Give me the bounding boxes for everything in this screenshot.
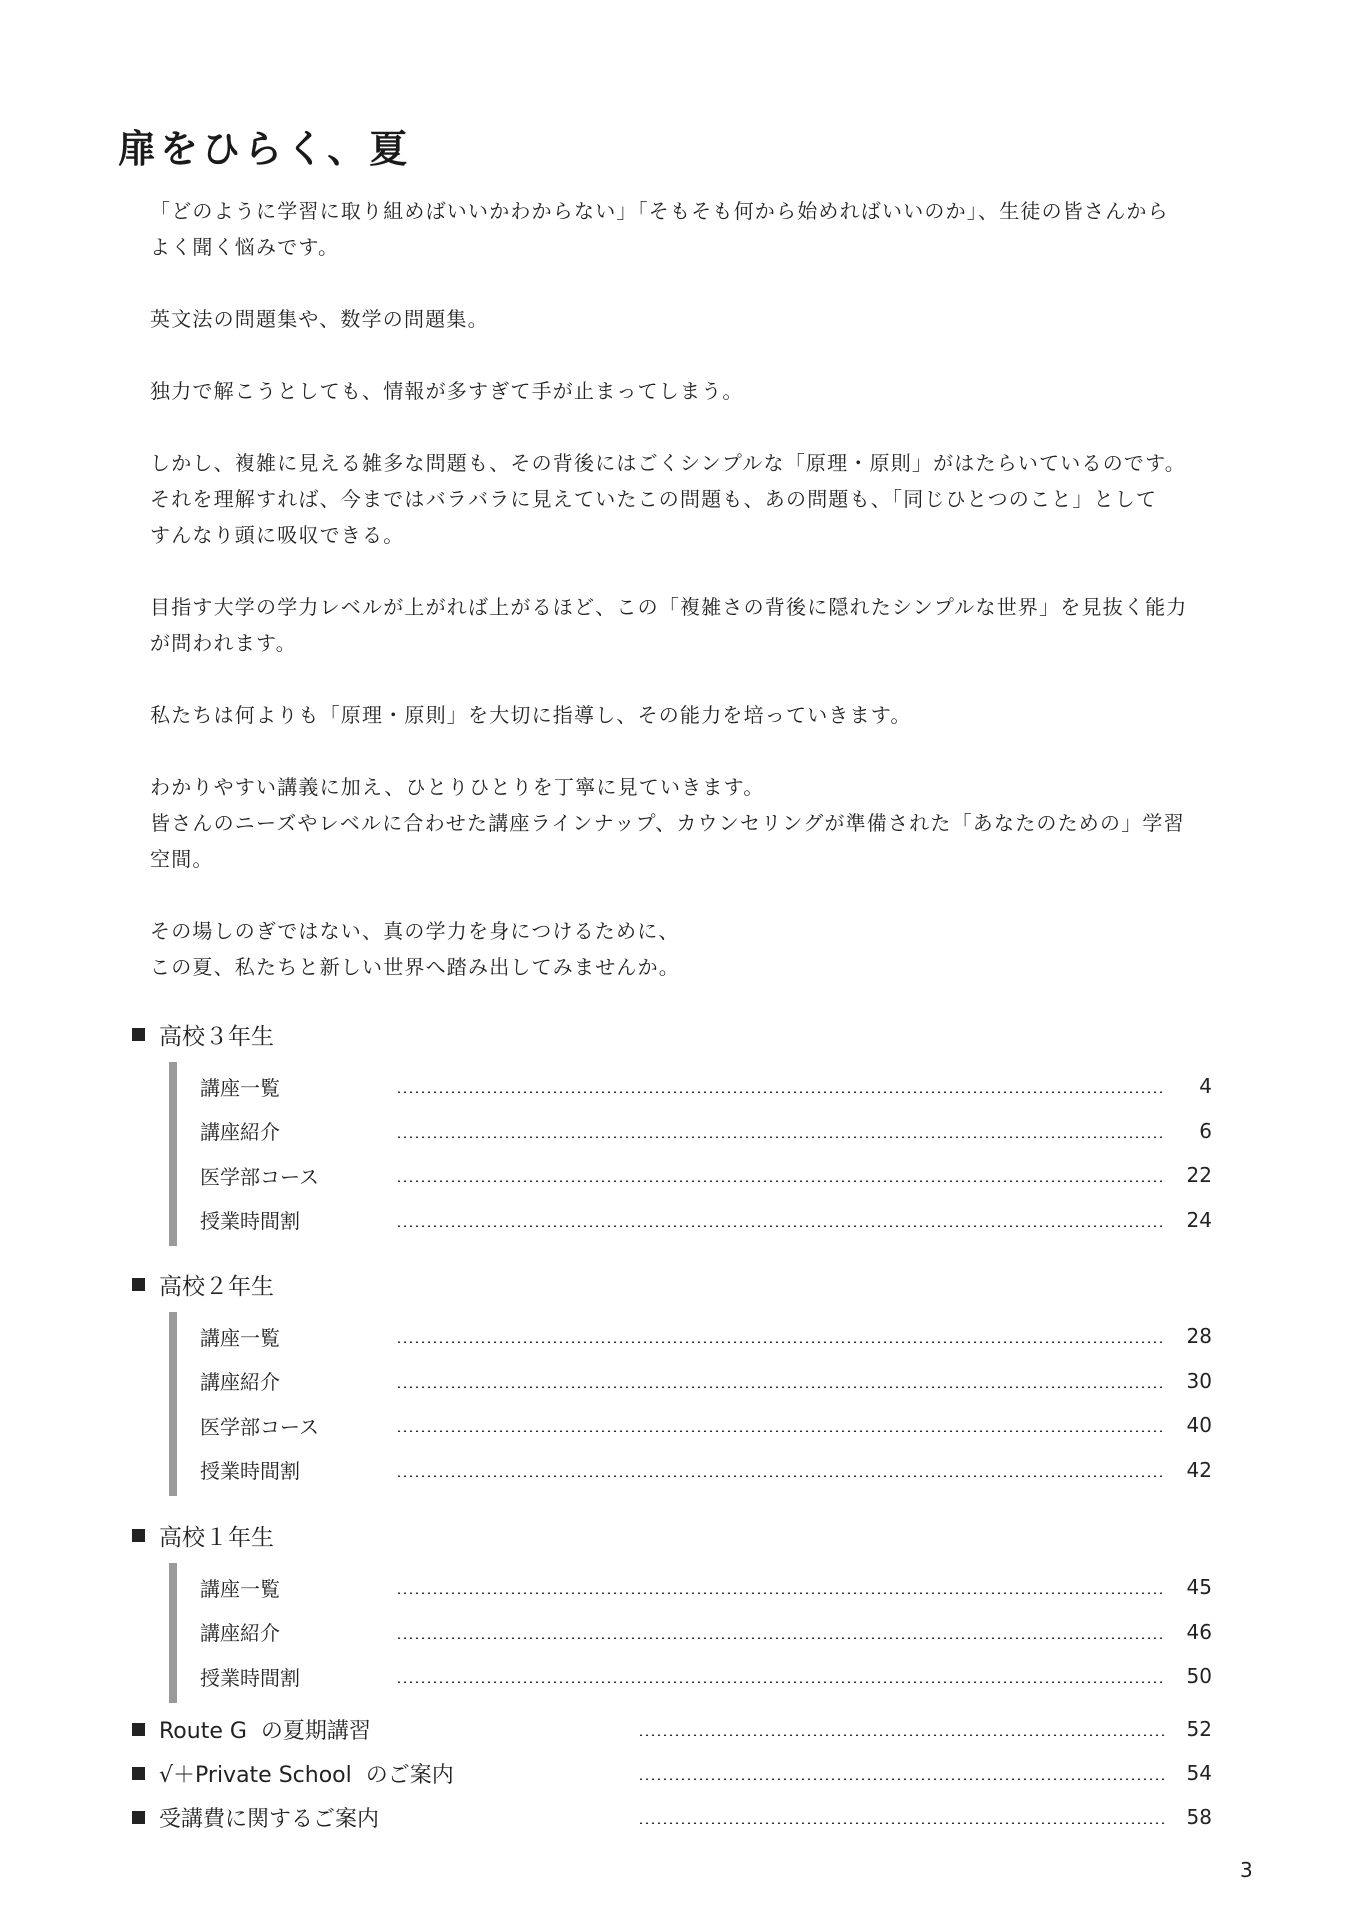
toc-extra-entry[interactable] [132, 1713, 1212, 1745]
dot-leader [396, 1430, 1166, 1432]
intro-line: それを理解すれば、今まではバラバラに見えていたこの問題も、あの問題も、「同じひとつのこと」として [150, 487, 1158, 511]
toc-extra-label [132, 1758, 638, 1789]
toc-section-bar [169, 1312, 177, 1496]
toc-extra-title: 受講費に関するご案内 [159, 1806, 380, 1832]
toc-section-bar [169, 1563, 177, 1703]
toc-entry-label: 医学部コース [200, 1414, 319, 1439]
dot-leader [638, 1734, 1166, 1736]
intro-line: 独力で解こうとしても、情報が多すぎて手が止まってしまう。 [150, 379, 744, 403]
intro-line: 目指す大学の学力レベルが上がれば上がるほど、この「複雑さの背後に隠れたシンプルな世界」を見抜く能力 [150, 595, 1188, 619]
toc-entry-page: 50 [1186, 1664, 1212, 1688]
dot-leader [396, 1592, 1166, 1594]
toc-entry-label: 講座紹介 [200, 1370, 280, 1394]
square-bullet-icon [132, 1767, 145, 1780]
toc-extra-label [132, 1714, 638, 1745]
toc-section-heading [132, 1018, 274, 1050]
toc-entry[interactable] [200, 1660, 1212, 1692]
toc-entry[interactable] [200, 1159, 1212, 1191]
toc-extra-page: 52 [1186, 1717, 1212, 1741]
toc-extra-label [132, 1802, 638, 1833]
toc-entry-label: 講座一覧 [200, 1325, 280, 1350]
toc-extra-page: 58 [1186, 1805, 1212, 1829]
toc-entry-label: 講座紹介 [200, 1621, 280, 1645]
intro-line: が問われます。 [150, 631, 297, 655]
dot-leader [638, 1778, 1166, 1780]
intro-line: その場しのぎではない、真の学力を身につけるために、 [150, 919, 680, 943]
toc-entry[interactable] [200, 1616, 1212, 1648]
toc-section-heading [132, 1268, 274, 1300]
dot-leader [396, 1225, 1166, 1227]
toc-entry-page: 40 [1186, 1413, 1212, 1437]
intro-line: よく聞く悩みです。 [150, 235, 340, 259]
toc-entry-page: 42 [1186, 1457, 1212, 1482]
toc-entry-page: 45 [1186, 1575, 1212, 1599]
toc-entry[interactable] [200, 1365, 1212, 1397]
toc-extra-title: √＋Private School のご案内 [159, 1762, 454, 1788]
dot-leader [396, 1681, 1166, 1683]
toc-section-title: 高校２年生 [159, 1273, 274, 1300]
dot-leader [396, 1180, 1166, 1182]
toc-extra-title: Route G の夏期講習 [159, 1718, 371, 1744]
toc-entry-page: 4 [1199, 1074, 1212, 1098]
square-bullet-icon [132, 1811, 145, 1824]
square-bullet-icon [132, 1529, 145, 1542]
toc-entry-page: 24 [1186, 1207, 1212, 1232]
square-bullet-icon [132, 1723, 145, 1736]
toc-section-bar [169, 1062, 177, 1246]
toc-extra-page: 54 [1186, 1761, 1212, 1785]
intro-line: 空間。 [150, 847, 214, 871]
dot-leader [396, 1136, 1166, 1138]
toc-section-title: 高校３年生 [159, 1023, 274, 1050]
toc-entry-label: 講座一覧 [200, 1075, 280, 1100]
page-title: 扉をひらく、夏 [118, 126, 412, 171]
toc-entry-page: 30 [1186, 1368, 1212, 1393]
toc-entry-label: 授業時間割 [200, 1459, 300, 1483]
toc-entry[interactable] [200, 1454, 1212, 1486]
toc-extra-entry[interactable] [132, 1757, 1212, 1789]
toc-entry-page: 46 [1186, 1619, 1212, 1644]
square-bullet-icon [132, 1278, 145, 1291]
page-number: 3 [1240, 1858, 1253, 1882]
dot-leader [396, 1386, 1166, 1388]
square-bullet-icon [132, 1028, 145, 1041]
toc-entry[interactable] [200, 1070, 1212, 1102]
intro-line: わかりやすい講義に加え、ひとりひとりを丁寧に見ていきます。 [150, 775, 765, 799]
toc-entry[interactable] [200, 1204, 1212, 1236]
toc-extra-entry[interactable] [132, 1801, 1212, 1833]
toc-entry-label: 授業時間割 [200, 1665, 300, 1690]
intro-line: 英文法の問題集や、数学の問題集。 [150, 307, 489, 331]
toc-section-heading [132, 1519, 274, 1551]
toc-entry[interactable] [200, 1409, 1212, 1441]
intro-line: しかし、複雑に見える雑多な問題も、その背後にはごくシンプルな「原理・原則」がはたらいているのです。 [150, 451, 1186, 475]
dot-leader [396, 1637, 1166, 1639]
toc-entry-label: 講座紹介 [200, 1120, 280, 1144]
dot-leader [638, 1822, 1166, 1824]
intro-line: 私たちは何よりも「原理・原則」を大切に指導し、その能力を培っていきます。 [150, 703, 912, 727]
toc-entry-page: 28 [1186, 1324, 1212, 1348]
toc-section-title: 高校１年生 [159, 1524, 274, 1551]
intro-line: 「どのように学習に取り組めばいいかわからない」「そもそも何から始めればいいのか」、生徒の皆さんから [150, 199, 1169, 223]
intro-line: 皆さんのニーズやレベルに合わせた講座ラインナップ、カウンセリングが準備された「あなたのための」学習 [150, 811, 1185, 835]
dot-leader [396, 1475, 1166, 1477]
dot-leader [396, 1341, 1166, 1343]
toc-entry-page: 22 [1186, 1163, 1212, 1187]
toc-entry[interactable] [200, 1115, 1212, 1147]
toc-entry-label: 授業時間割 [200, 1209, 300, 1233]
intro-line: この夏、私たちと新しい世界へ踏み出してみませんか。 [150, 955, 680, 979]
toc-entry-page: 6 [1199, 1118, 1212, 1143]
toc-entry[interactable] [200, 1320, 1212, 1352]
intro-line: すんなり頭に吸収できる。 [150, 523, 405, 547]
toc-entry[interactable] [200, 1571, 1212, 1603]
toc-entry-label: 講座一覧 [200, 1576, 280, 1601]
toc-entry-label: 医学部コース [200, 1164, 319, 1189]
dot-leader [396, 1091, 1166, 1093]
